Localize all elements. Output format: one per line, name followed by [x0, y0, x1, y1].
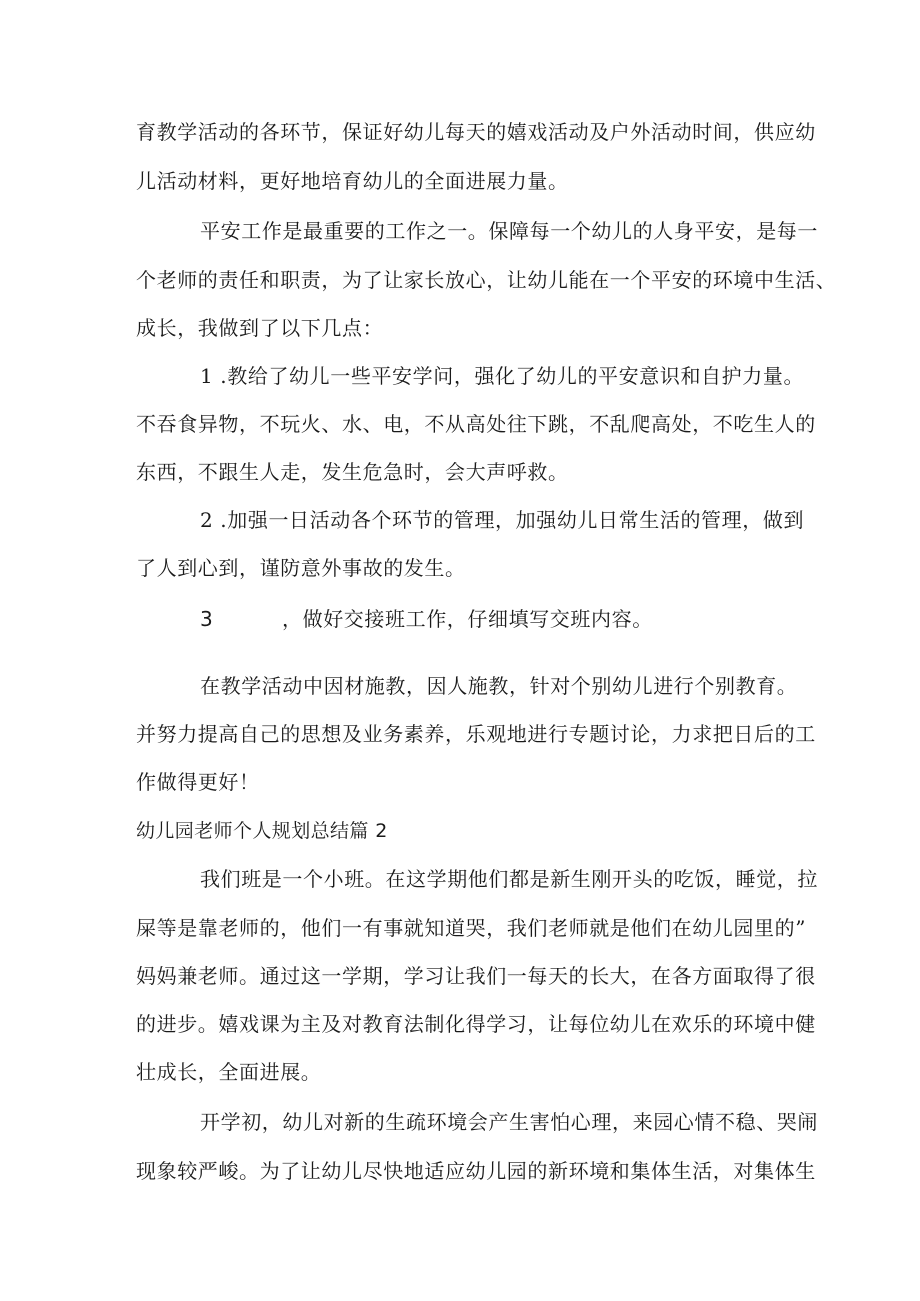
section-heading: 幼儿园老师个人规划总结篇 2: [136, 820, 388, 842]
paragraph-line: 屎等是靠老师的，他们一有事就知道哭，我们老师就是他们在幼儿园里的”: [136, 916, 807, 940]
paragraph-line: 妈妈兼老师。通过这一学期，学习让我们一每天的长大，在各方面取得了很: [136, 964, 816, 988]
paragraph-line: 育教学活动的各环节，保证好幼儿每天的嬉戏活动及户外活动时间，供应幼: [136, 120, 816, 144]
paragraph-line: 现象较严峻。为了让幼儿尽快地适应幼儿园的新环境和集体生活，对集体生: [136, 1159, 816, 1183]
paragraph-line: 成长，我做到了以下几点：: [136, 316, 384, 340]
paragraph-line: 的进步。嬉戏课为主及对教育法制化得学习，让每位幼儿在欢乐的环境中健: [136, 1012, 816, 1036]
paragraph-line: 我们班是一个小班。在这学期他们都是新生刚开头的吃饭，睡觉，拉: [200, 867, 818, 891]
paragraph-line: 东西，不跟生人走，发生危急时，会大声呼救。: [136, 460, 569, 484]
paragraph-line: 了人到心到，谨防意外事故的发生。: [136, 556, 466, 580]
list-item-number: 3: [200, 607, 214, 631]
list-item-line: ，做好交接班工作，仔细填写交班内容。: [282, 607, 653, 631]
paragraph-line: 平安工作是最重要的工作之一。保障每一个幼儿的人身平安，是每一: [200, 219, 818, 243]
list-item-line: 2 .加强一日活动各个环节的管理，加强幼儿日常生活的管理，做到: [200, 508, 805, 532]
paragraph-line: 个老师的责任和职责，为了让家长放心，让幼儿能在一个平安的环境中生活、: [136, 268, 837, 292]
paragraph-line: 开学初，幼儿对新的生疏环境会产生害怕心理，来园心情不稳、哭闹: [200, 1110, 818, 1134]
paragraph-line: 儿活动材料，更好地培育幼儿的全面进展力量。: [136, 169, 569, 193]
paragraph-line: 在教学活动中因材施教，因人施教，针对个别幼儿进行个别教育。: [200, 674, 798, 698]
list-item-line: 1 .教给了幼儿一些平安学问，强化了幼儿的平安意识和自护力量。: [200, 364, 805, 388]
paragraph-line: 作做得更好！: [136, 770, 260, 794]
paragraph-line: 壮成长，全面进展。: [136, 1060, 322, 1084]
paragraph-line: 不吞食异物，不玩火、水、电，不从高处往下跳，不乱爬高处，不吃生人的: [136, 412, 816, 436]
paragraph-line: 并努力提高自己的思想及业务素养，乐观地进行专题讨论，力求把日后的工: [136, 722, 816, 746]
